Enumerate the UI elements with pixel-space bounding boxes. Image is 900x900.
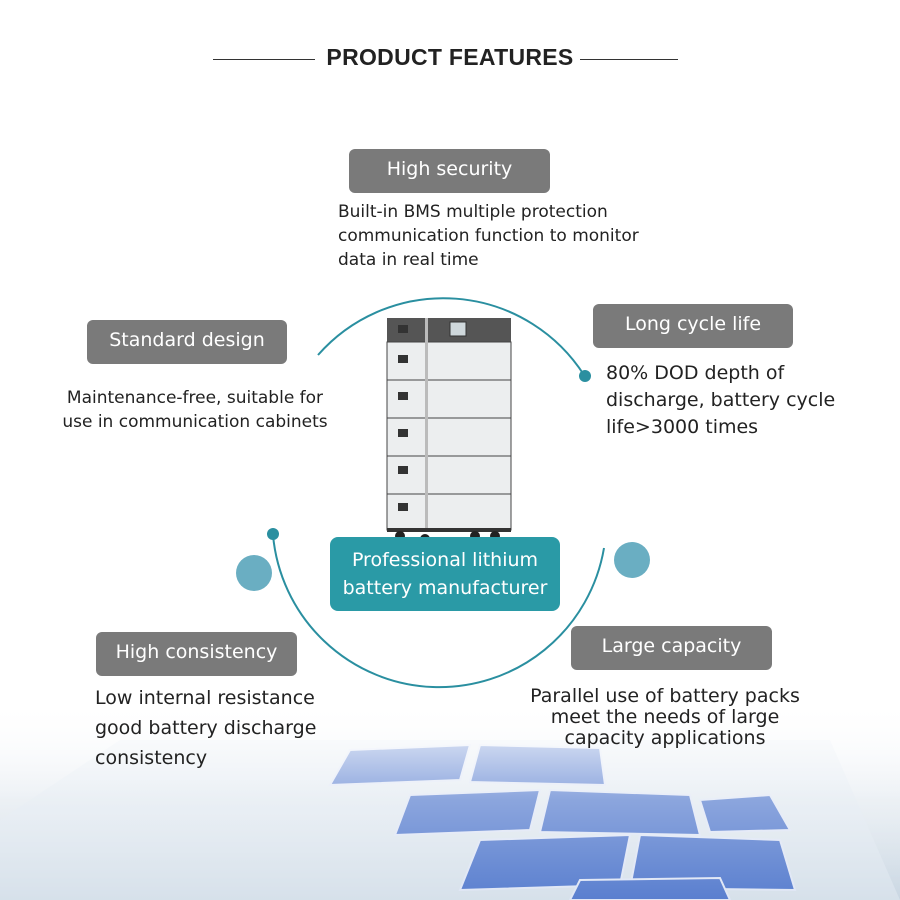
- text-line: capacity applications: [564, 727, 766, 749]
- feature-text-high-security: [338, 200, 639, 272]
- text-line: good battery discharge: [95, 717, 317, 739]
- feature-text-large-capacity: [520, 686, 810, 749]
- battery-stack-image: [385, 318, 515, 543]
- text-line: 80% DOD depth of: [606, 362, 785, 384]
- text-line: meet the needs of large: [550, 706, 780, 728]
- text-line: discharge, battery cycle: [606, 389, 836, 411]
- feature-text-long-cycle-life: [606, 360, 835, 441]
- dot-icon: [267, 528, 279, 540]
- text-line: life>3000 times: [606, 416, 759, 438]
- center-line-2: battery manufacturer: [342, 577, 548, 599]
- dot-icon: [614, 542, 650, 578]
- text-line: Parallel use of battery packs: [530, 685, 800, 707]
- page-title: PRODUCT FEATURES: [326, 44, 574, 70]
- text-line: Maintenance-free, suitable for: [66, 388, 324, 408]
- feature-tag-high-consistency: High consistency: [96, 632, 297, 676]
- center-line-1: Professional lithium: [351, 549, 539, 571]
- dot-icon: [579, 370, 591, 382]
- center-badge: [330, 537, 560, 611]
- text-line: use in communication cabinets: [62, 412, 328, 432]
- text-line: Low internal resistance: [95, 687, 315, 709]
- feature-text-standard-design: [60, 386, 330, 434]
- dot-icon: [236, 555, 272, 591]
- feature-tag-long-cycle-life: Long cycle life: [593, 304, 793, 348]
- text-line: data in real time: [338, 250, 479, 270]
- text-line: consistency: [95, 747, 208, 769]
- feature-tag-high-security: High security: [349, 149, 550, 193]
- feature-text-high-consistency: [95, 683, 316, 773]
- text-line: communication function to monitor: [338, 226, 639, 246]
- feature-tag-standard-design: Standard design: [87, 320, 287, 364]
- feature-tag-large-capacity: Large capacity: [571, 626, 772, 670]
- text-line: Built-in BMS multiple protection: [338, 202, 608, 222]
